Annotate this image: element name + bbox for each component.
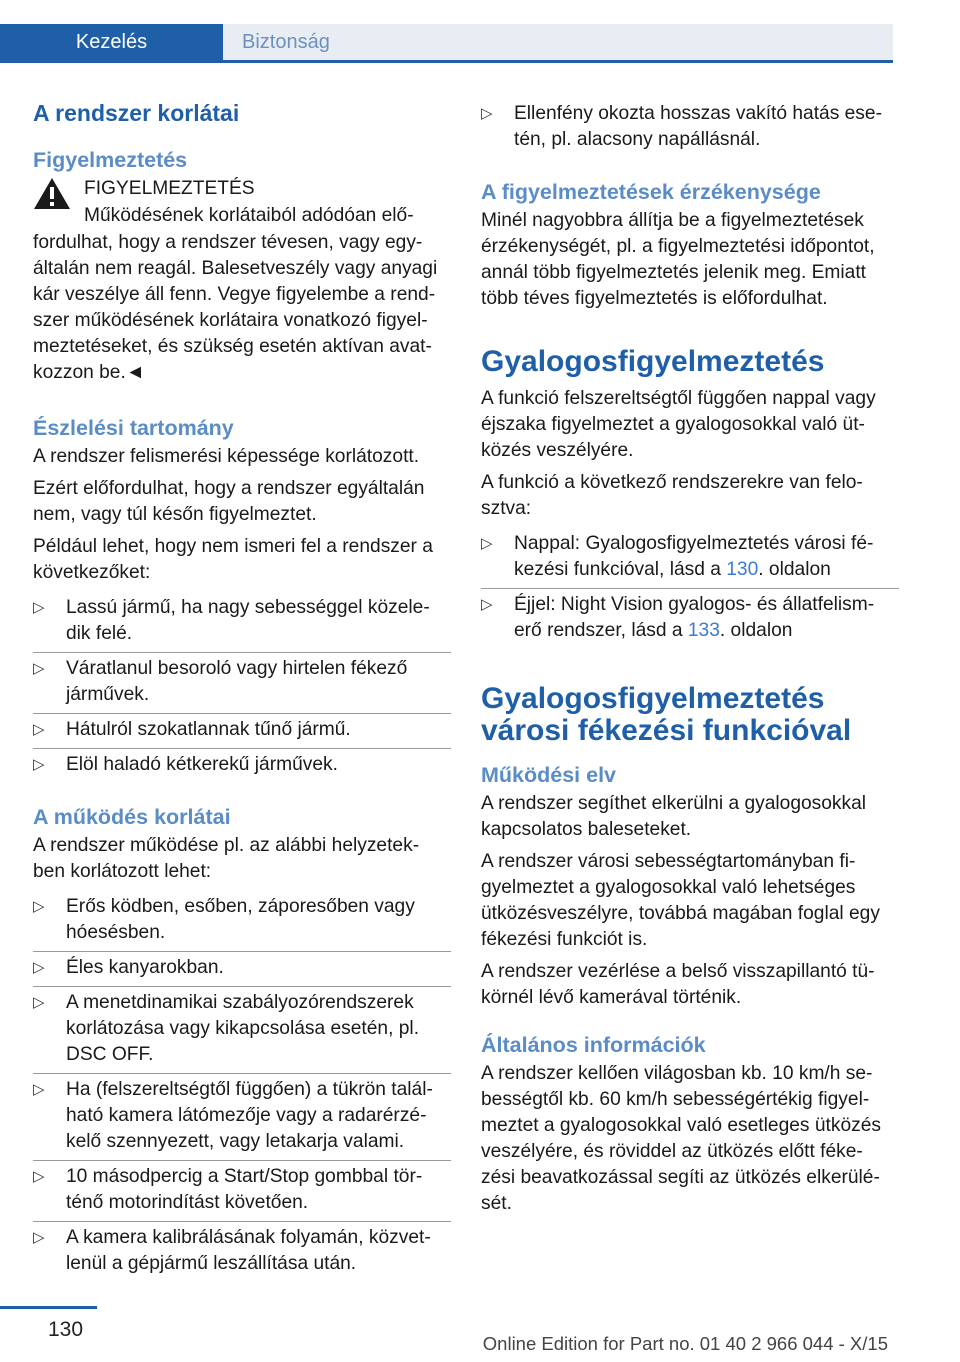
edition-footer: Online Edition for Part no. 01 40 2 966 044 - X/15 <box>482 1333 888 1354</box>
footer-divider <box>0 1306 97 1309</box>
triangle-bullet-icon: ▷ <box>481 105 493 122</box>
triangle-bullet-icon: ▷ <box>33 1081 45 1098</box>
page-number: 130 <box>48 1318 84 1341</box>
tab-kezeles[interactable]: Kezelés <box>0 24 223 60</box>
tab-biztonsag[interactable]: Biztonság <box>223 24 893 60</box>
warning-triangle-icon <box>33 176 71 210</box>
warning-label: FIGYELMEZTETÉS <box>84 178 255 199</box>
page-link-133[interactable]: 133 <box>687 620 720 641</box>
list-item: ▷ Lassú jármű, ha nagy sebességgel közele- dik felé. <box>33 597 430 644</box>
principle-paragraph-3: A rendszer vezérlése a belső visszapillantó tü- körnél lévő kamerával történik. <box>481 961 875 1008</box>
range-list <box>33 592 451 783</box>
list-item: ▷ Hátulról szokatlannak tűnő jármű. <box>33 713 451 748</box>
warning-text: fordulhat, hogy a rendszer tévesen, vagy egy- általán nem reagál. Balesetveszély vagy anyagi kár veszélye áll fenn. Vegye figyelembe a rend- szer működésének korlátaira vonatkozó figyel- meztetéseket, és szükség esetén aktívan avat- kozzon be.◄ <box>33 232 438 383</box>
pedestrian-title: Gyalogosfigyelmeztetés <box>481 345 825 378</box>
triangle-bullet-icon: ▷ <box>33 898 45 915</box>
list-item: ▷ A kamera kalibrálásának folyamán, közvet- lenül a gépjármű leszállítása után. <box>33 1221 451 1282</box>
section-title: A rendszer korlátai <box>33 100 240 126</box>
continued-list <box>481 98 899 158</box>
triangle-bullet-icon: ▷ <box>33 994 45 1011</box>
page-link-130[interactable]: 130 <box>726 559 759 580</box>
pedestrian-paragraph-2: A funkció a következő rendszerekre van felo- sztva: <box>481 472 863 519</box>
header-bar <box>0 0 960 62</box>
list-item: ▷ Erős ködben, esőben, záporesőben vagy hóesésben. <box>33 896 415 943</box>
warning-box <box>33 176 451 386</box>
triangle-bullet-icon: ▷ <box>33 959 45 976</box>
triangle-bullet-icon: ▷ <box>33 756 45 773</box>
list-item: ▷ Nappal: Gyalogosfigyelmeztetés városi fé- kezési funkcióval, lásd a 130. oldalon <box>481 533 874 580</box>
range-paragraph-2: Ezért előfordulhat, hogy a rendszer egyáltalán nem, vagy túl későn figyelmeztet. <box>33 478 425 525</box>
limits-paragraph: A rendszer működése pl. az alábbi helyzetek- ben korlátozott lehet: <box>33 835 420 882</box>
pedestrian-paragraph-1: A funkció felszereltségtől függően nappal vagy éjszaka figyelmeztet a gyalogosokkal való üt- közés veszélyére. <box>481 388 876 461</box>
triangle-bullet-icon: ▷ <box>33 599 45 616</box>
list-item: ▷ Éles kanyarokban. <box>33 951 451 986</box>
triangle-bullet-icon: ▷ <box>481 535 493 552</box>
principle-paragraph-2: A rendszer városi sebességtartományban fi- gyelmeztet a gyalogosokkal való lehetséges ütközésveszélyre, továbbá magában foglal egy fékezési funkciót is. <box>481 851 880 950</box>
list-item: ▷ 10 másodpercig a Start/Stop gombbal tör- ténő motorindítást követően. <box>33 1160 451 1221</box>
range-paragraph-3: Például lehet, hogy nem ismeri fel a rendszer a következőket: <box>33 536 433 583</box>
triangle-bullet-icon: ▷ <box>33 1229 45 1246</box>
range-heading: Észlelési tartomány <box>33 416 234 440</box>
header-divider <box>0 60 893 63</box>
limits-list <box>33 891 451 1282</box>
sensitivity-paragraph: Minél nagyobbra állítja be a figyelmeztetések érzékenységét, pl. a figyelmeztetési időpontot, annál több figyelmeztetés jelenik meg. Emiatt több téves figyelmeztetés is előfordulhat. <box>481 210 875 309</box>
list-item: ▷ Éjjel: Night Vision gyalogos- és állatfelism- erő rendszer, lásd a 133. oldalon <box>481 588 899 649</box>
limits-heading: A működés korlátai <box>33 805 231 829</box>
triangle-bullet-icon: ▷ <box>33 660 45 677</box>
triangle-bullet-icon: ▷ <box>33 721 45 738</box>
list-item: ▷ A menetdinamikai szabályozórendszerek korlátozása vagy kikapcsolása esetén, pl. DSC OFF. <box>33 986 451 1073</box>
general-paragraph: A rendszer kellően világosban kb. 10 km/h se- bességtől kb. 60 km/h sebességértékig figyel- meztet a gyalogosokkal való esetleges ütközés veszélyére, és röviddel az ütközés előtt féke- zési beavatkozással segíti az ütközés elkerülé- sét. <box>481 1063 881 1214</box>
left-column <box>33 98 451 1288</box>
sensitivity-heading: A figyelmeztetések érzékenysége <box>481 180 821 204</box>
warning-heading: Figyelmeztetés <box>33 148 188 172</box>
list-item: ▷ Elöl haladó kétkerekű járművek. <box>33 748 451 783</box>
right-column <box>481 98 899 1223</box>
warning-first-line: Működésének korlátaiból adódóan elő- <box>84 205 414 226</box>
triangle-bullet-icon: ▷ <box>481 596 493 613</box>
triangle-bullet-icon: ▷ <box>33 1168 45 1185</box>
principle-paragraph-1: A rendszer segíthet elkerülni a gyalogosokkal kapcsolatos baleseteket. <box>481 793 867 840</box>
range-paragraph-1: A rendszer felismerési képessége korlátozott. <box>33 446 420 467</box>
general-heading: Általános információk <box>481 1033 706 1057</box>
list-item: ▷ Váratlanul besoroló vagy hirtelen fékező járművek. <box>33 652 451 713</box>
list-item: ▷ Ellenfény okozta hosszas vakító hatás ese- tén, pl. alacsony napállásnál. <box>481 103 882 150</box>
pedestrian-list <box>481 528 899 649</box>
principle-heading: Működési elv <box>481 763 617 787</box>
city-braking-title: Gyalogosfigyelmeztetés városi fékezési funkcióval <box>481 682 852 747</box>
list-item: ▷ Ha (felszereltségtől függően) a tükrön talál- ható kamera látómezője vagy a radarérzé- kelő szennyezett, vagy letakarja valami. <box>33 1073 451 1160</box>
